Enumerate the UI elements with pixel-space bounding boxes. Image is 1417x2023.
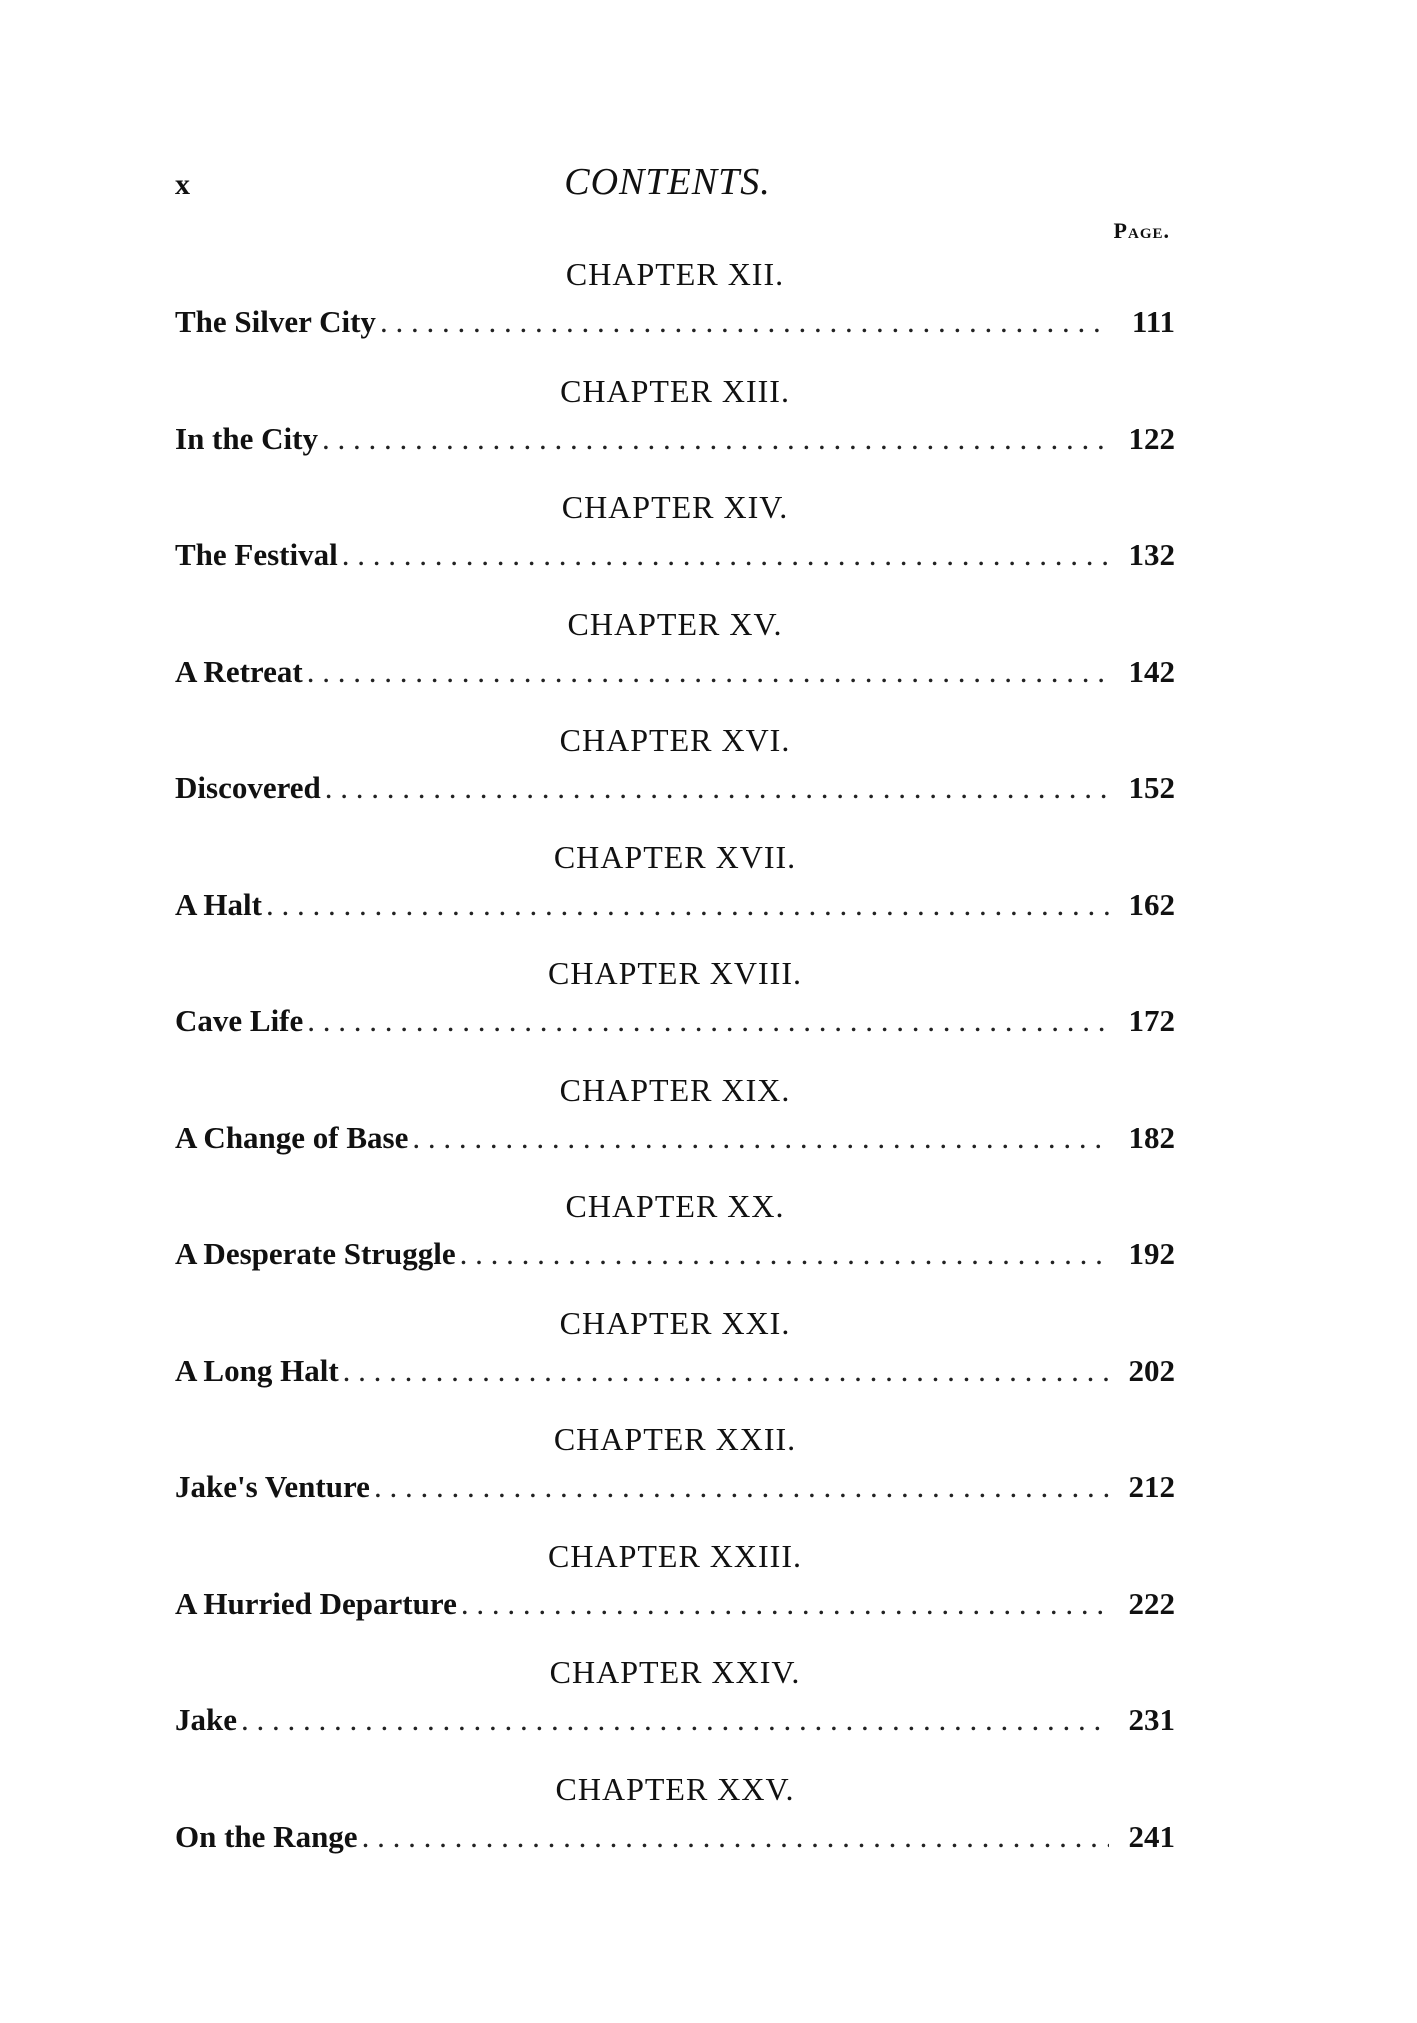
toc-chapter — [175, 600, 1175, 717]
dot-leader — [266, 887, 1109, 923]
dot-leader — [343, 1353, 1109, 1389]
chapter-heading: CHAPTER XXII. — [553, 1421, 797, 1457]
chapter-heading: CHAPTER XIII. — [560, 372, 790, 409]
dot-leader — [412, 1120, 1109, 1156]
toc-entry[interactable] — [175, 1819, 1175, 1855]
chapter-heading: CHAPTER XVII. — [553, 838, 797, 875]
entry-title: Discovered — [175, 770, 321, 805]
dot-leader — [322, 421, 1109, 457]
toc-entry[interactable] — [175, 1469, 1175, 1505]
toc-chapter — [175, 833, 1175, 950]
toc-chapter — [175, 1182, 1175, 1299]
entry-title: A Retreat — [175, 653, 303, 689]
dot-leader — [460, 1236, 1109, 1272]
chapter-heading: CHAPTER XV. — [567, 605, 783, 642]
chapter-heading: CHAPTER XX. — [565, 1188, 785, 1224]
entry-title: A Halt — [175, 886, 262, 922]
chapter-heading: CHAPTER XIV. — [561, 489, 789, 525]
toc-entry[interactable] — [175, 537, 1175, 573]
entry-page-number: 222 — [1128, 1585, 1175, 1621]
entry-page-number: 241 — [1128, 1818, 1175, 1854]
dot-leader — [307, 654, 1109, 690]
toc-chapter — [175, 1765, 1175, 1882]
toc-chapter — [175, 1066, 1175, 1183]
entry-page-number: 162 — [1128, 886, 1175, 922]
chapter-heading: CHAPTER XIX. — [559, 1071, 791, 1108]
page-folio: x — [175, 168, 190, 201]
entry-title: A Long Halt — [175, 1352, 339, 1388]
chapter-heading: CHAPTER XVI. — [559, 722, 791, 758]
entry-title: Jake's Venture — [175, 1469, 370, 1504]
entry-page-number: 142 — [1128, 653, 1175, 689]
dot-leader — [241, 1702, 1109, 1738]
toc-entry[interactable] — [175, 1586, 1175, 1622]
entry-title: A Hurried Departure — [175, 1585, 457, 1621]
chapter-heading: CHAPTER XXI. — [559, 1304, 791, 1341]
entry-page-number: 111 — [1131, 304, 1175, 339]
toc-chapter — [175, 483, 1175, 600]
entry-page-number: 192 — [1128, 1236, 1175, 1271]
entry-page-number: 231 — [1128, 1702, 1175, 1737]
dot-leader — [374, 1469, 1109, 1505]
entry-page-number: 132 — [1128, 537, 1175, 572]
chapter-heading: CHAPTER XVIII. — [548, 955, 802, 991]
toc-entry[interactable] — [175, 770, 1175, 806]
chapter-heading: CHAPTER XII. — [565, 256, 785, 292]
entry-page-number: 182 — [1128, 1119, 1175, 1155]
toc-chapter — [175, 716, 1175, 833]
entry-title: On the Range — [175, 1818, 358, 1854]
toc-chapter — [175, 1648, 1175, 1765]
entry-title: The Silver City — [175, 304, 376, 339]
toc-entry[interactable] — [175, 1702, 1175, 1738]
dot-leader — [325, 770, 1109, 806]
toc-chapter — [175, 949, 1175, 1066]
table-of-contents — [175, 250, 1175, 1881]
entry-page-number: 152 — [1128, 770, 1175, 805]
entry-title: A Change of Base — [175, 1119, 409, 1155]
toc-chapter — [175, 1415, 1175, 1532]
entry-title: Jake — [175, 1702, 237, 1737]
entry-title: The Festival — [175, 537, 338, 572]
dot-leader — [362, 1819, 1109, 1855]
toc-entry[interactable] — [175, 1236, 1175, 1272]
dot-leader — [380, 304, 1109, 340]
chapter-heading: CHAPTER XXIII. — [548, 1537, 802, 1574]
chapter-heading: CHAPTER XXIV. — [549, 1654, 801, 1690]
page-column-label: Page. — [1113, 218, 1170, 243]
toc-entry[interactable] — [175, 421, 1175, 457]
toc-entry[interactable] — [175, 1353, 1175, 1389]
entry-page-number: 202 — [1128, 1352, 1175, 1388]
toc-chapter — [175, 1299, 1175, 1416]
toc-chapter — [175, 1532, 1175, 1649]
entry-page-number: 212 — [1128, 1469, 1175, 1504]
toc-entry[interactable] — [175, 1120, 1175, 1156]
entry-page-number: 122 — [1128, 420, 1175, 456]
toc-entry[interactable] — [175, 887, 1175, 923]
entry-page-number: 172 — [1128, 1003, 1175, 1038]
chapter-heading: CHAPTER XXV. — [555, 1770, 795, 1807]
running-head: CONTENTS. — [564, 161, 771, 203]
toc-entry[interactable] — [175, 654, 1175, 690]
entry-title: In the City — [175, 420, 318, 456]
toc-chapter — [175, 250, 1175, 367]
toc-chapter — [175, 367, 1175, 484]
toc-entry[interactable] — [175, 1003, 1175, 1039]
dot-leader — [342, 537, 1109, 573]
entry-title: A Desperate Struggle — [175, 1236, 456, 1271]
dot-leader — [461, 1586, 1109, 1622]
toc-entry[interactable] — [175, 304, 1175, 340]
entry-title: Cave Life — [175, 1003, 304, 1038]
dot-leader — [307, 1003, 1109, 1039]
